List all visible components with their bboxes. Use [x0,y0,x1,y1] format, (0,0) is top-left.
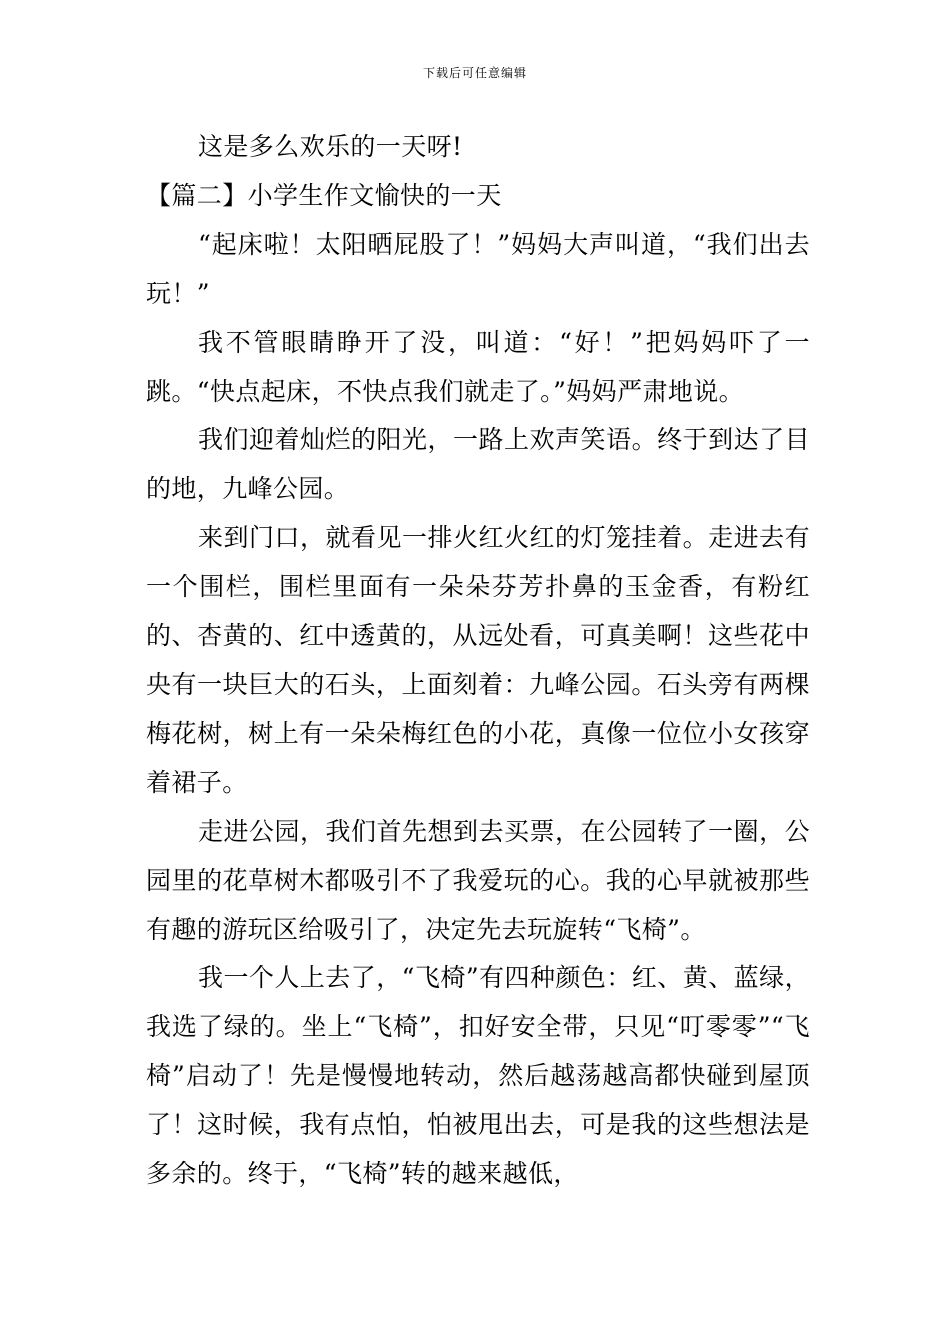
document-body [146,123,810,1199]
paragraph-closing-line: 这是多么欢乐的一天呀! [198,132,463,161]
paragraph: 我们迎着灿烂的阳光，一路上欢声笑语。终于到达了目的地，九峰公园。 [146,425,810,504]
page-header-note: 下载后可任意编辑 [422,66,527,80]
paragraph: 来到门口，就看见一排火红火红的灯笼挂着。走进去有一个围栏，围栏里面有一朵朵芬芳扑鼻的玉金香，有粉红的、杏黄的、红中透黄的，从远处看，可真美啊！这些花中央有一块巨大的石头，上面刻着：九峰公园。石头旁有两棵梅花树，树上有一朵朵梅红色的小花，真像一位位小女孩穿着裙子。 [146,523,810,797]
section-title: 【篇二】小学生作文愉快的一天 [146,180,502,210]
paragraph: 我一个人上去了，“飞椅”有四种颜色：红、黄、蓝绿，我选了绿的。坐上“飞椅”，扣好安全带，只见“叮零零”“飞椅”启动了！先是慢慢地转动，然后越荡越高都快碰到屋顶了！这时候，我有点怕，怕被甩出去，可是我的这些想法是多余的。终于，“飞椅”转的越来越低， [146,963,810,1189]
paragraph: 走进公园，我们首先想到去买票，在公园转了一圈，公园里的花草树木都吸引不了我爱玩的心。我的心早就被那些有趣的游玩区给吸引了，决定先去玩旋转“飞椅”。 [146,816,810,944]
paragraph: “起床啦！太阳晒屁股了！”妈妈大声叫道，“我们出去玩！” [146,229,810,308]
paragraph: 我不管眼睛睁开了没，叫道：“好！”把妈妈吓了一跳。“快点起床，不快点我们就走了。”妈妈严肃地说。 [146,327,810,406]
